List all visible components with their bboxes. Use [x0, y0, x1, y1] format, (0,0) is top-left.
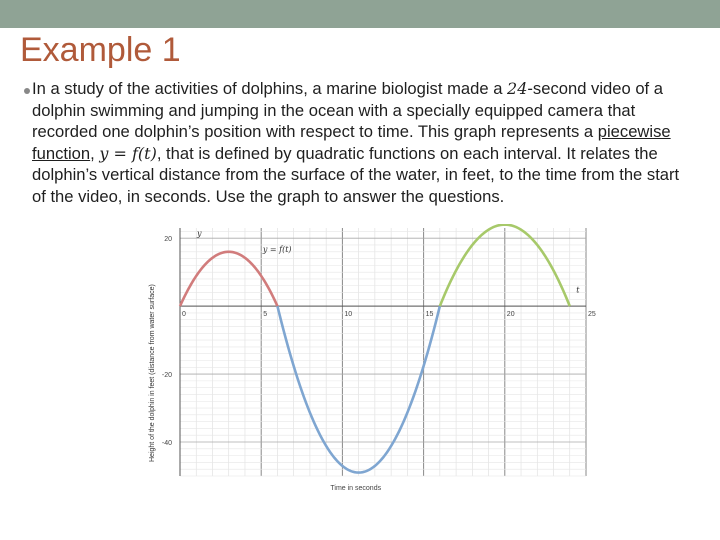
- x-axis-label: Time in seconds: [330, 485, 382, 492]
- y-tick-label: 20: [164, 236, 172, 244]
- horizontal-grid-lines: [180, 231, 586, 476]
- piecewise-function-link[interactable]: piecewise function: [32, 122, 671, 163]
- paragraph-text-2: -second video of a dolphin swimming and jumping in the ocean with a specially equipped camera that recorded one dolphin’s position with respect to time. This graph represents a: [32, 79, 663, 142]
- bullet-dot: [24, 88, 30, 94]
- y-axis-label: Height of the dolphin in feet (distance from water surface): [149, 284, 156, 462]
- paragraph-text-3: , that is defined by quadratic functions on each interval. It relates the dolphin’s vertical distance from the surface of the water, in feet, to the time from the start of the video, in seconds. Use the graph to answer the questions.: [32, 143, 680, 206]
- x-tick-label: 5: [263, 311, 268, 319]
- x-tick-label: 0: [182, 311, 186, 319]
- function-notation: y = f(t): [99, 143, 157, 163]
- y-tick-label: -20: [161, 372, 172, 380]
- x-tick-label: 15: [425, 311, 434, 319]
- x-axis-letter: t: [576, 285, 580, 295]
- chart-svg: [146, 224, 596, 494]
- slide-title: Example 1: [20, 31, 181, 69]
- x-tick-label: 20: [506, 311, 515, 319]
- paragraph-text-1: In a study of the activities of dolphins, a marine biologist made a: [32, 79, 508, 98]
- tick-labels: [162, 236, 596, 447]
- slide-top-bar: [0, 0, 720, 28]
- y-tick-label: -40: [161, 440, 172, 448]
- x-tick-label: 10: [344, 311, 353, 319]
- problem-paragraph: [32, 78, 692, 208]
- x-tick-label: 25: [588, 311, 596, 319]
- paragraph-number-24: 24: [507, 79, 528, 98]
- dolphin-height-graph: [146, 224, 596, 494]
- function-label: y = f(t): [262, 244, 292, 254]
- paragraph-comma: ,: [90, 143, 100, 163]
- y-axis-letter: y: [197, 229, 202, 238]
